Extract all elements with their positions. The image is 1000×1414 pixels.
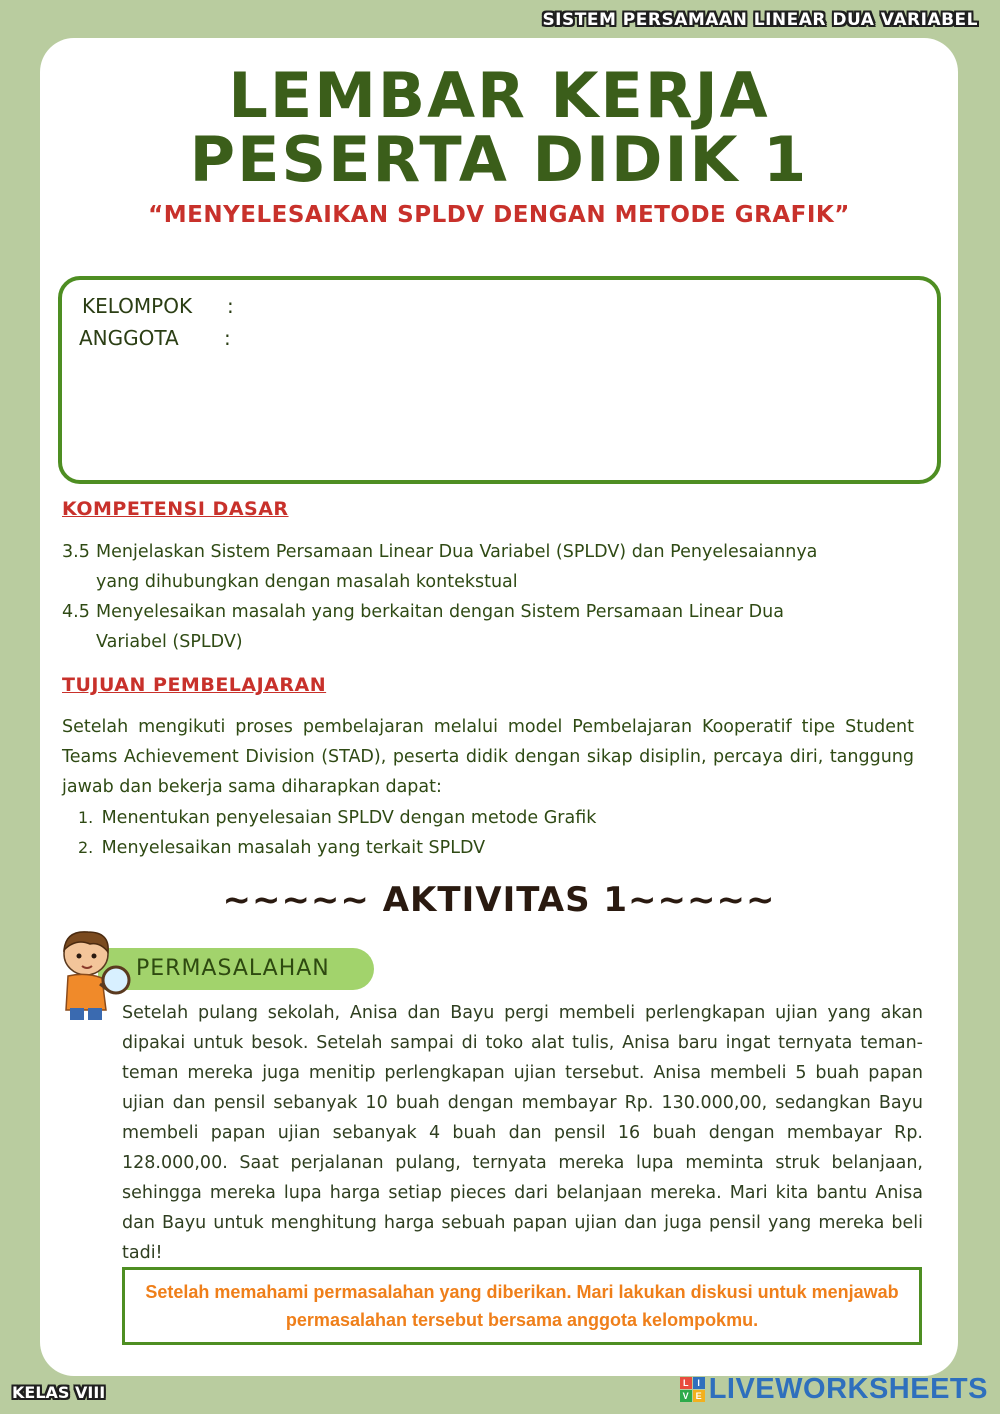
kompetensi-num: 4.5: [62, 602, 90, 622]
group-info-box[interactable]: [58, 276, 941, 484]
kelompok-row: [82, 294, 234, 318]
kompetensi-item: [62, 537, 922, 597]
list-item: [78, 803, 596, 833]
kelas-label: KELAS VIII: [12, 1383, 106, 1402]
topic-header: SISTEM PERSAMAAN LINEAR DUA VARIABEL: [542, 10, 978, 30]
list-text: Menyelesaikan masalah yang terkait SPLDV: [101, 838, 486, 858]
permasalahan-text: Setelah pulang sekolah, Anisa dan Bayu pergi membeli perlengkapan ujian yang akan dipakai untuk besok. Setelah sampai di toko alat tulis, Anisa baru ingat ternyata teman-teman mereka juga menitip perlengkapan ujian tersebut. Anisa membeli 5 buah papan ujian dan pensil sebanyak 10 buah dengan membayar Rp. 130.000,00, sedangkan Bayu membeli papan ujian sebanyak 4 buah dan pensil 16 buah dengan membayar Rp. 128.000,00. Saat perjalanan pulang, ternyata mereka lupa meminta struk belanjaan, sehingga mereka lupa harga setiap pieces dari belanjaan mereka. Mari kita bantu Anisa dan Bayu untuk menghitung harga sebuah papan ujian dan juga pensil yang mereka beli tadi!: [122, 1003, 923, 1263]
logo-letter: E: [693, 1390, 705, 1402]
page-subtitle: “MENYELESAIKAN SPLDV DENGAN METODE GRAFIK”: [148, 202, 850, 228]
logo-letter: I: [693, 1377, 705, 1389]
permasalahan-label: PERMASALAHAN: [136, 956, 330, 981]
worksheet-card: [40, 38, 958, 1376]
page-title: [40, 59, 958, 196]
list-item: [78, 833, 596, 863]
tujuan-list: [78, 803, 596, 863]
title-line-2: PESERTA DIDIK 1: [189, 123, 809, 196]
logo-letter: L: [680, 1377, 692, 1389]
title-line-1: LEMBAR KERJA: [228, 59, 770, 132]
logo-letter: V: [680, 1390, 692, 1402]
note-box: [122, 1267, 922, 1345]
list-num: 1.: [78, 808, 94, 827]
liveworksheets-wordmark: LIVEWORKSHEETS: [708, 1373, 988, 1405]
aktivitas-title: ~~~~~ AKTIVITAS 1~~~~~: [222, 880, 776, 920]
anggota-separator: :: [224, 326, 231, 350]
kompetensi-text-2: Variabel (SPLDV): [96, 632, 243, 652]
kelompok-separator: :: [227, 294, 234, 318]
tujuan-heading: TUJUAN PEMBELAJARAN: [62, 674, 327, 696]
note-text: Setelah memahami permasalahan yang diberikan. Mari lakukan diskusi untuk menjawab permasalahan tersebut bersama anggota kelompokmu.: [145, 1282, 899, 1330]
list-num: 2.: [78, 838, 94, 857]
kompetensi-num: 3.5: [62, 542, 90, 562]
liveworksheets-brand[interactable]: [680, 1373, 988, 1406]
kompetensi-text-1: Menjelaskan Sistem Persamaan Linear Dua Variabel (SPLDV) dan Penyelesaiannya: [96, 542, 818, 562]
list-text: Menentukan penyelesaian SPLDV dengan metode Grafik: [101, 808, 597, 828]
anggota-label: ANGGOTA: [79, 326, 179, 350]
anggota-row: [79, 326, 231, 350]
kompetensi-text-1: Menyelesaikan masalah yang berkaitan dengan Sistem Persamaan Linear Dua: [96, 602, 784, 622]
liveworksheets-logo-icon: [680, 1377, 705, 1402]
kompetensi-heading: KOMPETENSI DASAR: [62, 498, 289, 520]
kelompok-label: KELOMPOK: [82, 294, 193, 318]
tujuan-paragraph: Setelah mengikuti proses pembelajaran melalui model Pembelajaran Kooperatif tipe Student Teams Achievement Division (STAD), peserta didik dengan sikap disiplin, percaya diri, tanggung jawab dan bekerja sama diharapkan dapat:: [62, 717, 914, 797]
kompetensi-text-2: yang dihubungkan dengan masalah kontekstual: [96, 572, 518, 592]
kompetensi-item: [62, 597, 922, 657]
